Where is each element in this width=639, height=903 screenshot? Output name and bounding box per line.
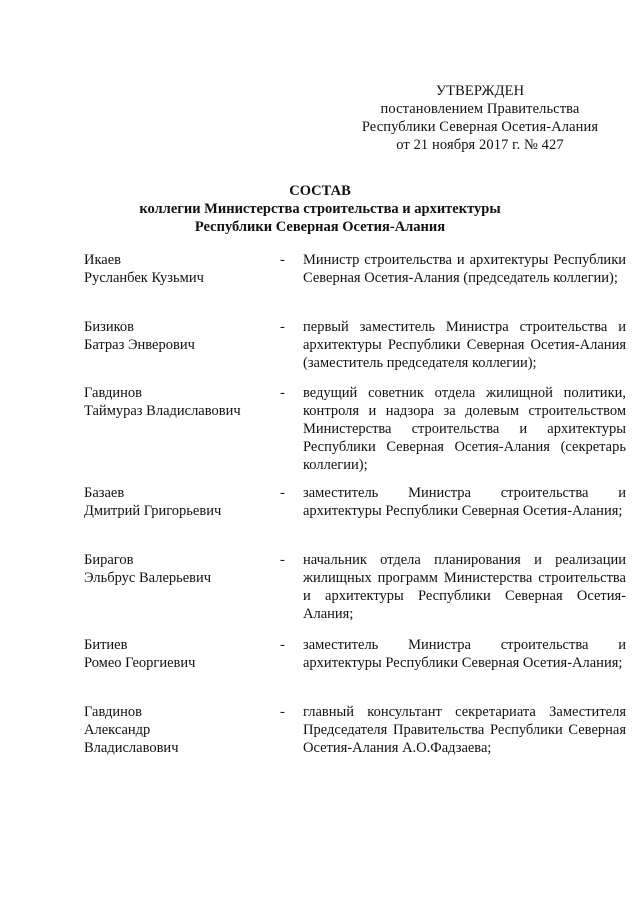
member-name-line: Бизиков (84, 319, 134, 335)
heading-line: Республики Северная Осетия-Алания (194, 219, 446, 235)
member-name-line: Ромео Георгиевич (84, 655, 196, 671)
member-dash: - (280, 704, 285, 720)
member-name (84, 318, 274, 354)
approval-line: постановлением Правительства (380, 101, 580, 117)
member-name-line: Эльбрус Валерьевич (84, 570, 212, 586)
member-dash: - (280, 485, 285, 501)
member-name-line: Бирагов (84, 552, 134, 568)
member-name (84, 251, 274, 287)
heading-title: СОСТАВ (289, 183, 351, 199)
member-dash: - (280, 252, 285, 268)
member-name-line: Базаев (84, 485, 125, 501)
member-dash: - (280, 385, 285, 401)
member-name-line: Гавдинов (84, 704, 142, 720)
member-name-line: Гавдинов (84, 385, 142, 401)
member-name-line: Владиславович (84, 740, 179, 756)
member-name-line: Битиев (84, 637, 128, 653)
member-name-line: Таймураз Владиславович (84, 403, 241, 419)
member-role: главный консультант секретариата Заместителя Председателя Правительства Республики Северная Осетия-Алания А.О.Фадзаева; (303, 704, 626, 756)
member-role: начальник отдела планирования и реализации жилищных программ Министерства строительства и архитектуры Республики Северная Осетия-Алания; (303, 552, 626, 622)
member-dash: - (280, 319, 285, 335)
approval-title: УТВЕРЖДЕН (435, 83, 525, 99)
member-role: первый заместитель Министра строительства и архитектуры Республики Северная Осетия-Алания (заместитель председателя коллегии); (303, 319, 626, 371)
approval-line: Республики Северная Осетия-Алания (361, 119, 599, 135)
member-name (84, 551, 274, 587)
member-role: заместитель Министра строительства и архитектуры Республики Северная Осетия-Алания; (303, 637, 626, 671)
approval-line: от 21 ноября 2017 г. № 427 (396, 137, 564, 153)
member-name-line: Батраз Энверович (84, 337, 195, 353)
member-name-line: Дмитрий Григорьевич (84, 503, 222, 519)
member-role: ведущий советник отдела жилищной политики, контроля и надзора за долевым строительством Министерства строительства и архитектуры Республики Северная Осетия-Алания (секретарь коллегии); (303, 385, 626, 473)
member-role: заместитель Министра строительства и архитектуры Республики Северная Осетия-Алания; (303, 485, 626, 519)
member-name (84, 636, 274, 672)
member-name (84, 484, 274, 520)
member-role: Министр строительства и архитектуры Республики Северная Осетия-Алания (председатель коллегии); (303, 252, 626, 286)
member-name-line: Русланбек Кузьмич (84, 270, 204, 286)
document-heading (60, 182, 580, 236)
member-dash: - (280, 552, 285, 568)
heading-line: коллегии Министерства строительства и архитектуры (139, 201, 501, 217)
approval-stamp (345, 82, 615, 154)
member-name (84, 384, 274, 420)
member-name (84, 703, 274, 757)
member-dash: - (280, 637, 285, 653)
member-name-line: Икаев (84, 252, 122, 268)
member-name-line: Александр (84, 722, 151, 738)
